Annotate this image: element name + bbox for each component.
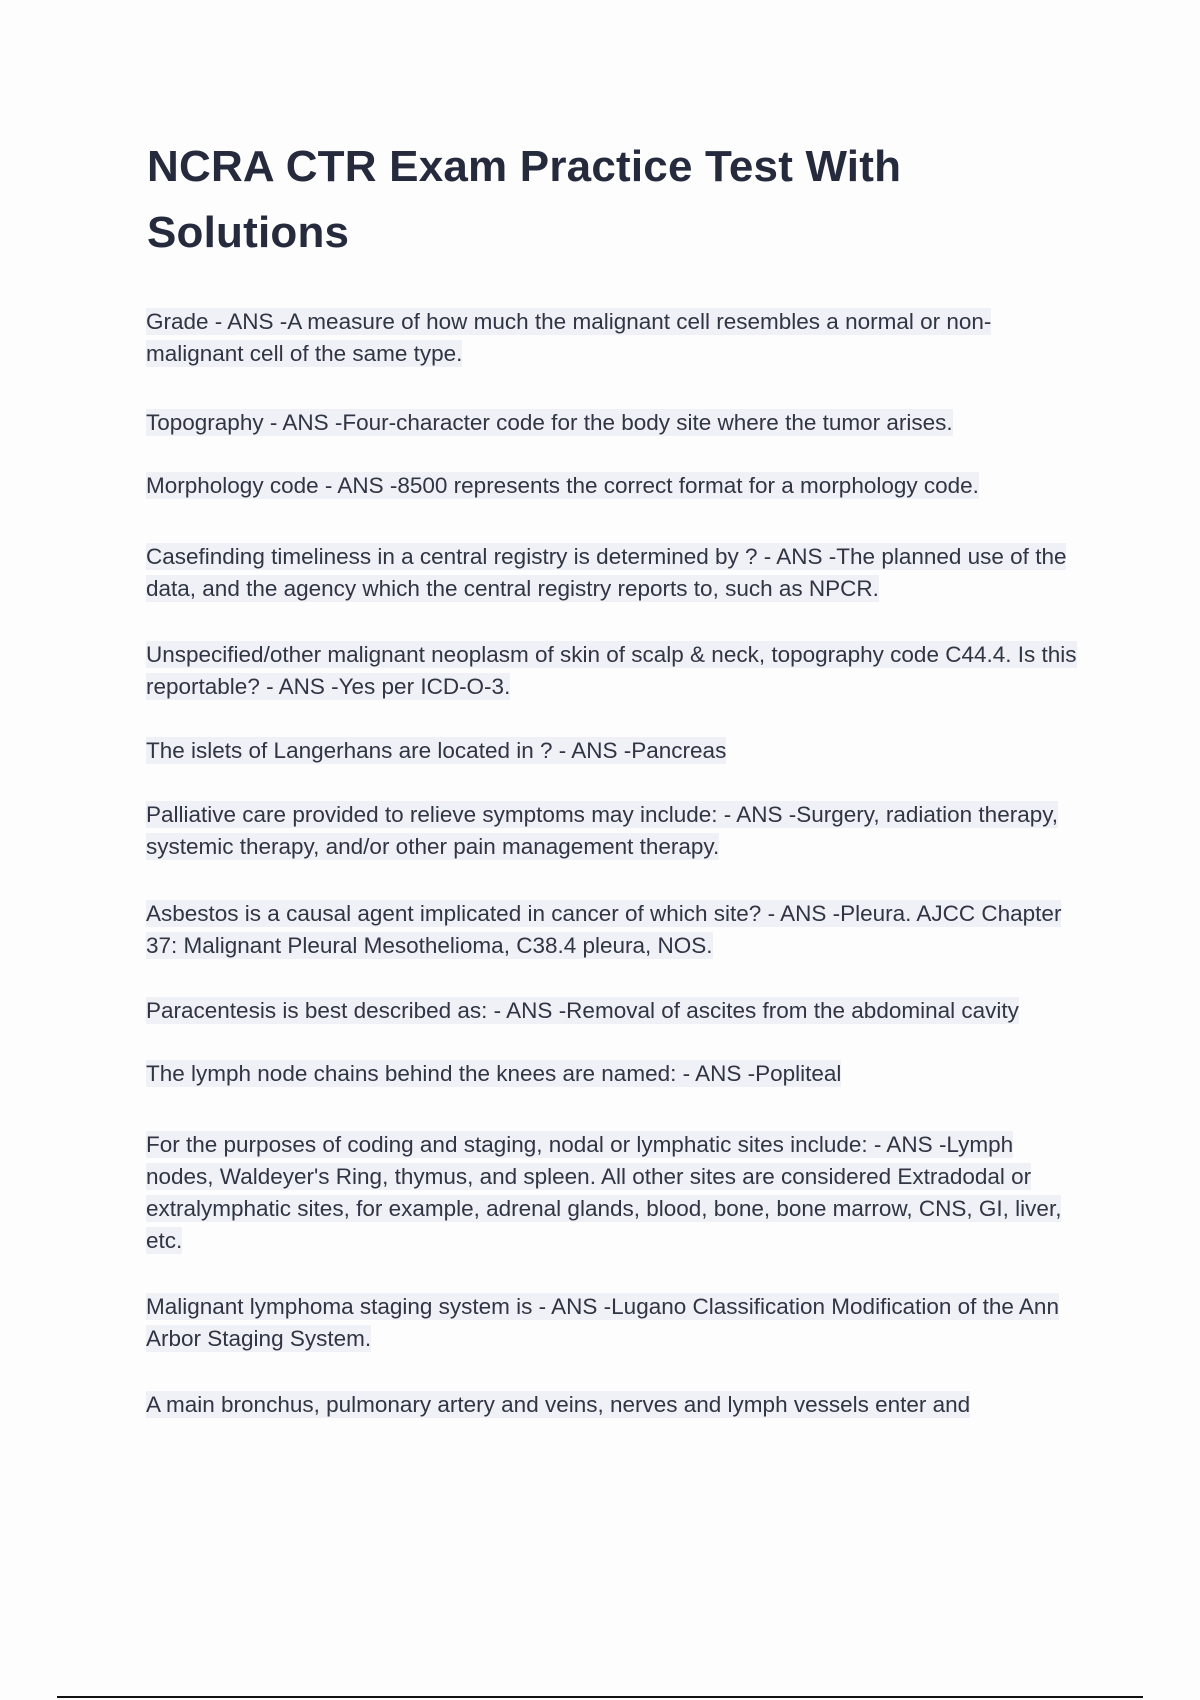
qa-entry-paracentesis: Paracentesis is best described as: - ANS -Removal of ascites from the abdominal cavity (146, 998, 1019, 1023)
qa-entry-lymphoma-staging: Malignant lymphoma staging system is - ANS -Lugano Classification Modification of the Ann Arbor Staging System. (146, 1294, 1059, 1351)
qa-entry-lymph-knees: The lymph node chains behind the knees are named: - ANS -Popliteal (146, 1061, 842, 1086)
page-divider (57, 1696, 1143, 1698)
qa-entry-bronchus: A main bronchus, pulmonary artery and veins, nerves and lymph vessels enter and (146, 1392, 971, 1417)
qa-entry-topography: Topography - ANS -Four-character code for the body site where the tumor arises. (146, 410, 953, 435)
document-title: NCRA CTR Exam Practice Test With Solutions (147, 142, 902, 257)
qa-entry-skin-scalp: Unspecified/other malignant neoplasm of skin of scalp & neck, topography code C44.4. Is this reportable? - ANS -Yes per ICD-O-3. (146, 642, 1077, 699)
qa-entry-nodal-sites: For the purposes of coding and staging, nodal or lymphatic sites include: - ANS -Lymph nodes, Waldeyer's Ring, thymus, and spleen. All other sites are considered Extradodal or extralymphatic sites, for example, adrenal glands, blood, bone, bone marrow, CNS, GI, liver, etc. (146, 1132, 1062, 1253)
qa-entry-palliative: Palliative care provided to relieve symptoms may include: - ANS -Surgery, radiation therapy, systemic therapy, and/or other pain management therapy. (146, 802, 1059, 859)
qa-entry-casefinding: Casefinding timeliness in a central registry is determined by ? - ANS -The planned use of the data, and the agency which the central registry reports to, such as NPCR. (146, 544, 1067, 601)
qa-entry-morphology: Morphology code - ANS -8500 represents the correct format for a morphology code. (146, 473, 979, 498)
qa-entry-asbestos: Asbestos is a causal agent implicated in cancer of which site? - ANS -Pleura. AJCC Chapter 37: Malignant Pleural Mesothelioma, C38.4 pleura, NOS. (146, 901, 1062, 958)
qa-entry-grade: Grade - ANS -A measure of how much the malignant cell resembles a normal or non-malignant cell of the same type. (146, 309, 992, 366)
qa-entry-islets: The islets of Langerhans are located in ? - ANS -Pancreas (146, 738, 727, 763)
